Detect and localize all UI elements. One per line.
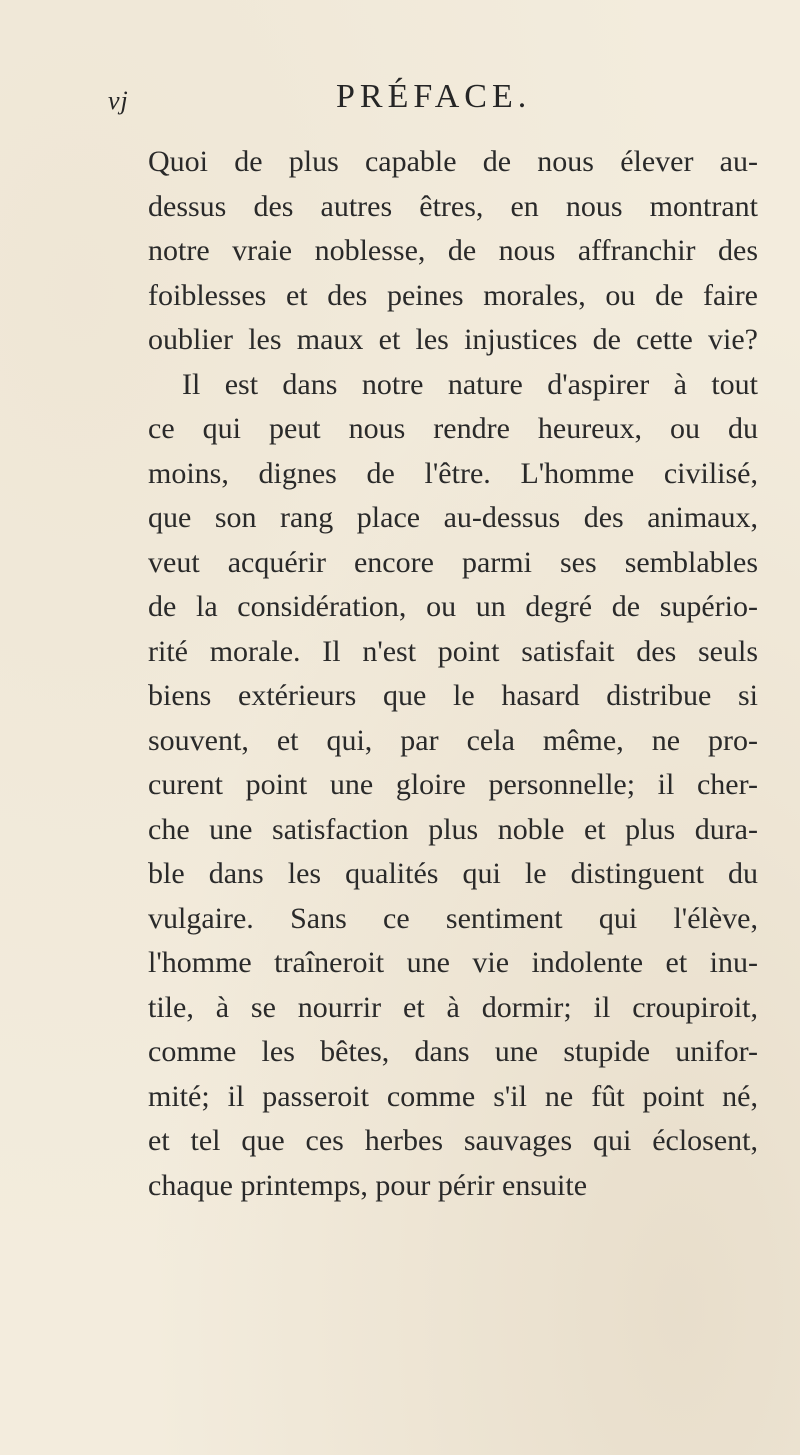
text-line: comme les bêtes, dans une stupide unifor-: [148, 1035, 758, 1068]
text-line: de la considération, ou un degré de supério-: [148, 590, 758, 623]
text-line: ble dans les qualités qui le distinguent du: [148, 857, 758, 890]
text-line: Il est dans notre nature d'aspirer à tout: [182, 367, 758, 401]
text-line: vulgaire. Sans ce sentiment qui l'élève,: [148, 901, 758, 935]
text-line: chaque printemps, pour périr ensuite: [148, 1168, 588, 1202]
text-line: moins, dignes de l'être. L'homme civilisé,: [148, 456, 758, 490]
text-line: veut acquérir encore parmi ses semblables: [148, 545, 758, 579]
text-line: tile, à se nourrir et à dormir; il croupiroit,: [148, 990, 758, 1024]
page-number: vj: [108, 86, 129, 115]
text-line: foiblesses et des peines morales, ou de faire: [148, 278, 758, 312]
text-line: ce qui peut nous rendre heureux, ou du: [148, 412, 758, 445]
text-line: mité; il passeroit comme s'il ne fût point né,: [148, 1079, 758, 1113]
text-line: oublier les maux et les injustices de cette vie?: [148, 323, 758, 356]
text-line: souvent, et qui, par cela même, ne pro-: [148, 723, 758, 757]
text-line: notre vraie noblesse, de nous affranchir des: [148, 234, 758, 267]
text-line: che une satisfaction plus noble et plus dura-: [148, 812, 758, 846]
text-line: Quoi de plus capable de nous élever au-: [148, 145, 758, 178]
body-text: [148, 140, 758, 1208]
text-line: curent point une gloire personnelle; il cher-: [148, 768, 758, 801]
text-line: l'homme traîneroit une vie indolente et inu-: [148, 946, 758, 979]
running-title: PRÉFACE.: [336, 78, 532, 115]
text-line: biens extérieurs que le hasard distribue si: [148, 679, 758, 712]
text-line: dessus des autres êtres, en nous montrant: [148, 189, 758, 223]
text-line: et tel que ces herbes sauvages qui éclosent,: [148, 1124, 758, 1157]
text-line: rité morale. Il n'est point satisfait des seuls: [148, 634, 758, 668]
text-line: que son rang place au-dessus des animaux,: [148, 501, 758, 534]
page-header: [108, 78, 748, 118]
